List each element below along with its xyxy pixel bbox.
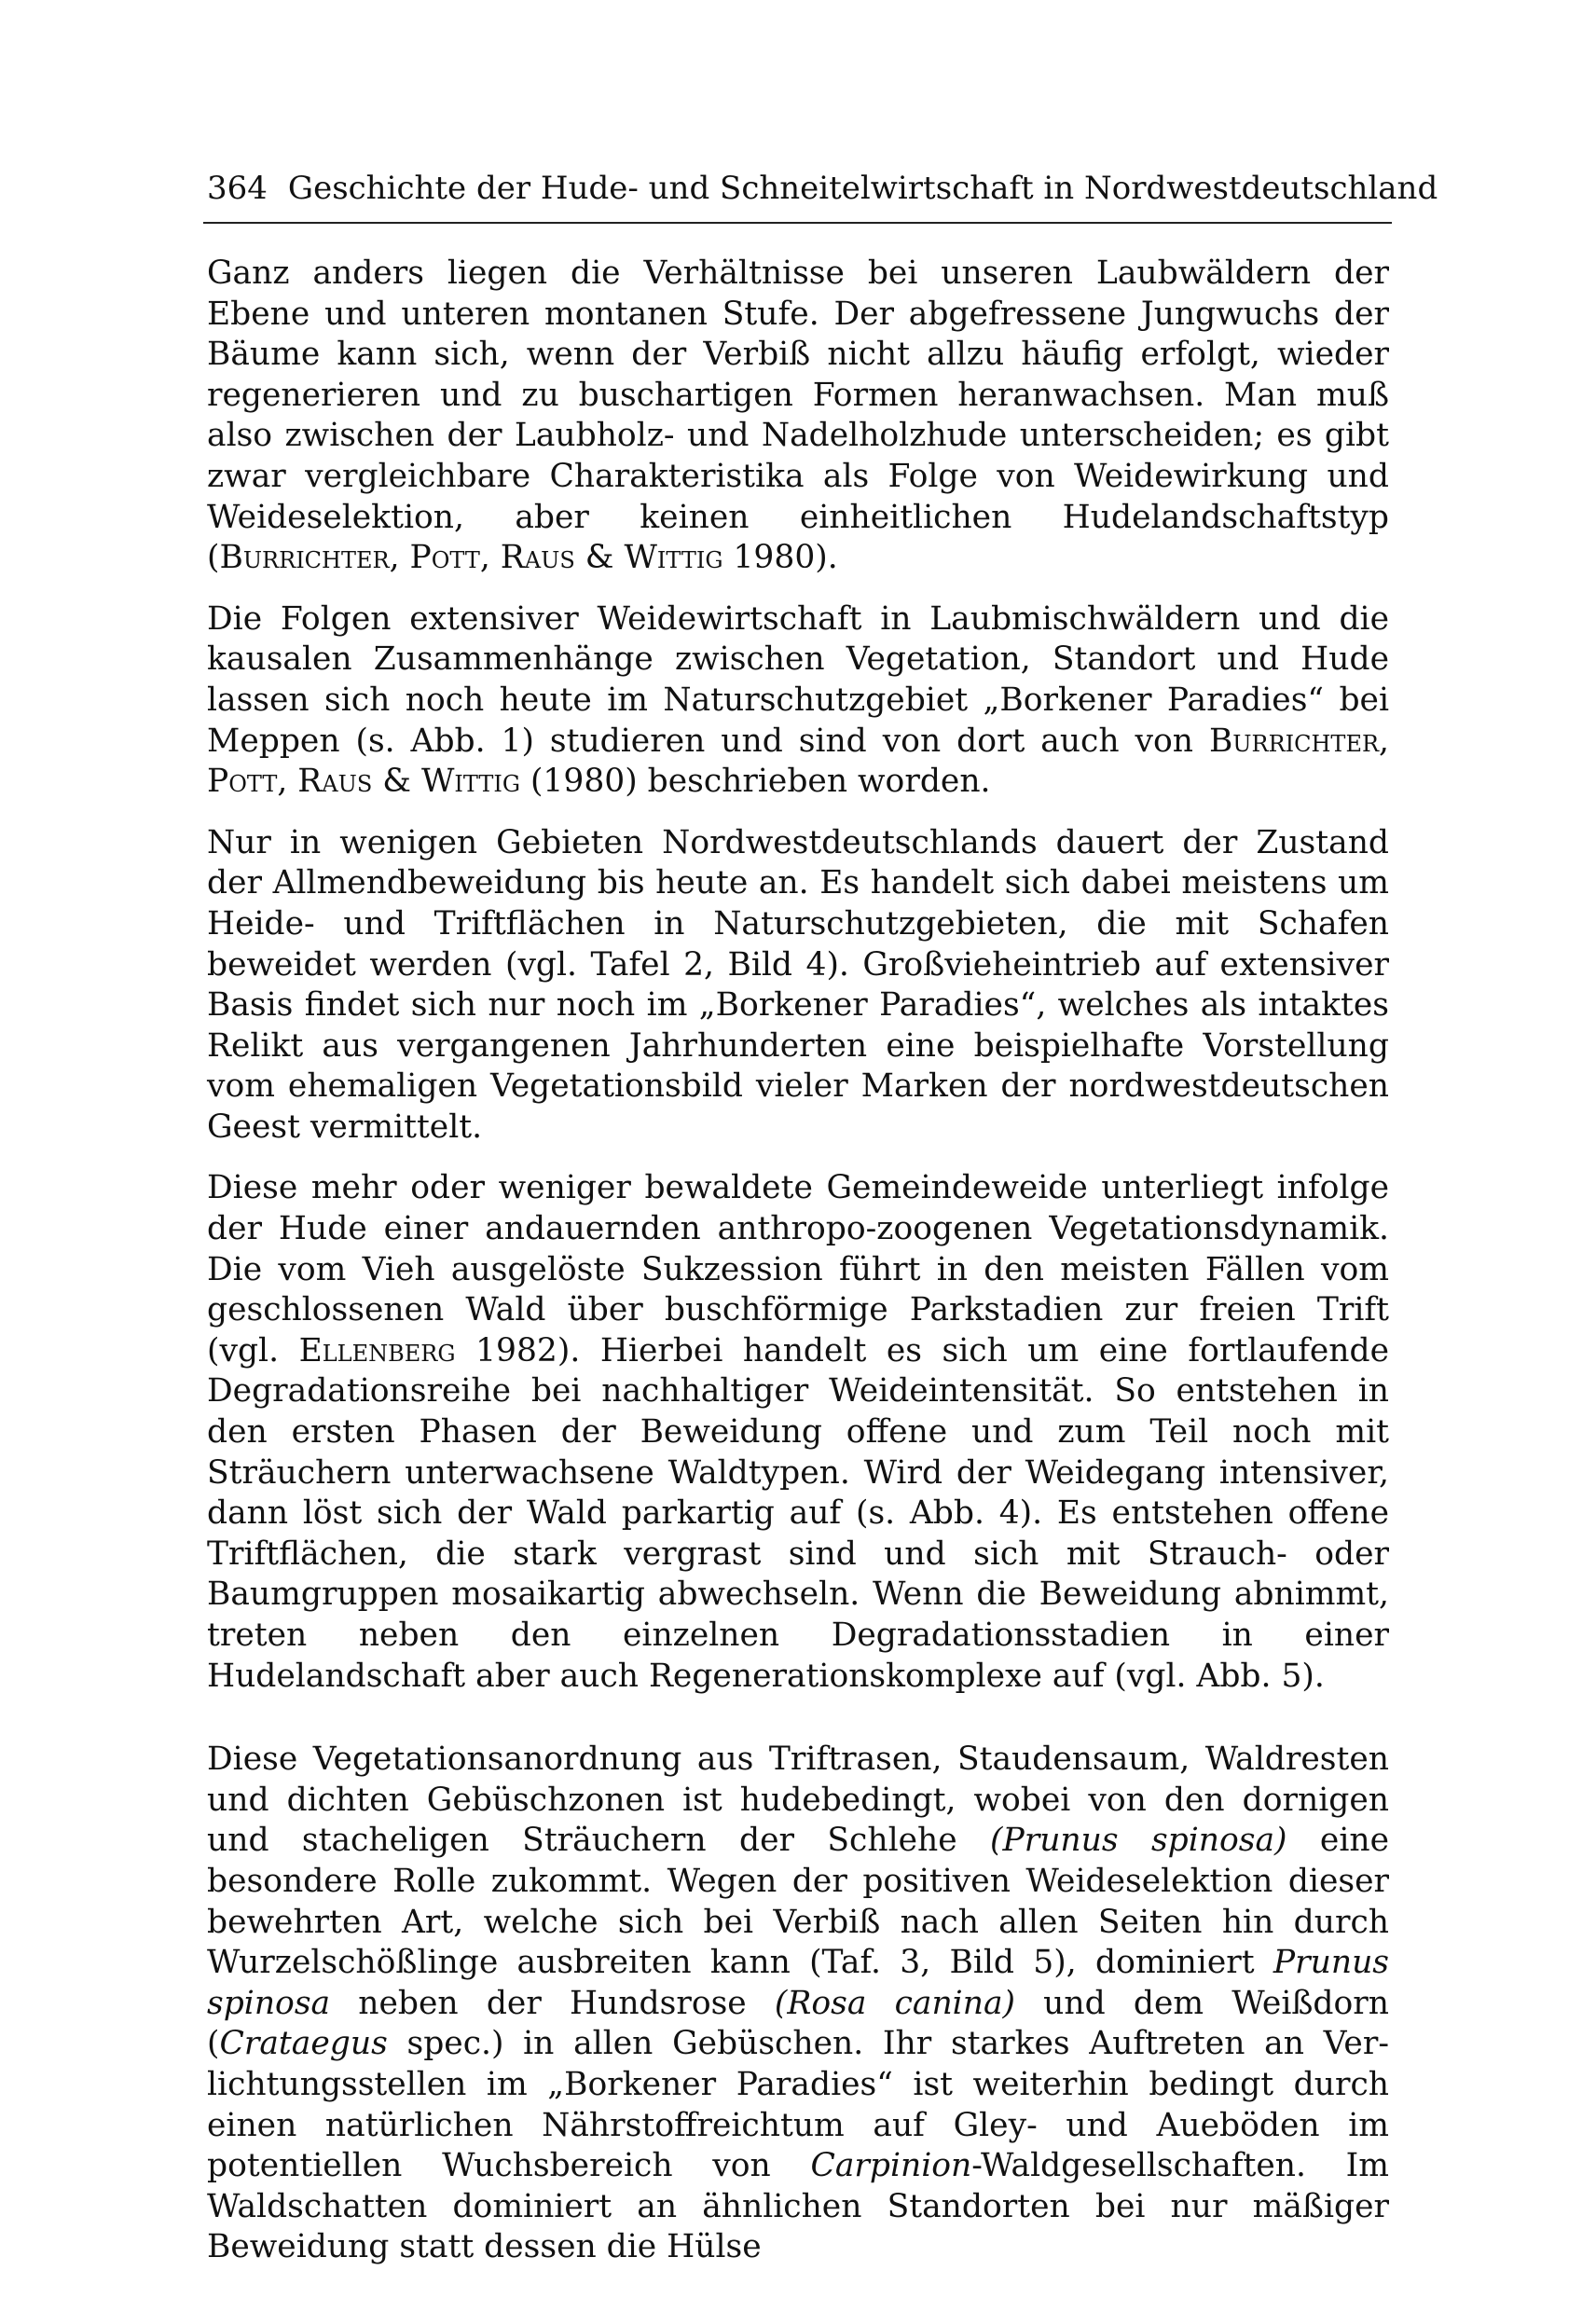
species-name: (Rosa canina) xyxy=(774,1984,1015,2022)
paragraph-5: Diese Vegetationsanordnung aus Triftrasen, Staudensaum, Waldresten und dichten Gebüschzonen ist hudebedingt, wobei von den dornigen und stacheligen Sträuchern der Schlehe (Prunus spinosa) eine besondere Rolle zukommt. Wegen der positiven Weideselektion dieser bewehrten Art, welche sich bei Verbiß nach allen Seiten hin durch Wurzelschößlinge ausbreiten kann (Taf. 3, Bild 5), dominiert Prunus spinosa neben der Hundsrose (Rosa canina) und dem Weißdorn (Crataegus spec.) in allen Gebüschen. Ihr starkes Auftreten an Verlichtungsstellen im „Borkener Paradies“ ist weiterhin bedingt durch einen natürlichen Nährstoffreichtum auf Gley- und Aueböden im potentiellen Wuchsbereich von Carpinion-Waldgesellschaften. Im Waldschatten dominiert an ähnlichen Standorten bei nur mäßiger Beweidung statt dessen die Hülse xyxy=(207,1741,1389,2266)
species-name: Prunus spinosa xyxy=(207,1944,1389,2022)
species-name: Carpinion xyxy=(810,2147,972,2185)
species-name: (Prunus spinosa) xyxy=(990,1822,1287,1860)
running-header xyxy=(207,168,1438,209)
running-title: Geschichte der Hude- und Schneitelwirtschaft in Nordwestdeutschland xyxy=(287,170,1438,207)
species-name: Crataegus xyxy=(219,2025,388,2063)
page-number: 364 xyxy=(207,170,268,207)
author-citation: Ellenberg xyxy=(298,1331,456,1369)
author-citation: Wittig xyxy=(624,539,723,577)
author-citation: Pott xyxy=(207,763,278,801)
author-citation: Wittig xyxy=(420,763,520,801)
paragraph-4: Diese mehr oder weniger bewaldete Gemeindeweide unterliegt infolge der Hude einer andauernden anthropo-zoogenen Vegetationsdynamik. Die vom Vieh ausgelöste Sukzession führt in den meisten Fällen vom geschlossenen Wald über buschförmige Parkstadien zur freien Trift (vgl. Ellenberg 1982). Hierbei handelt es sich um eine fortlaufende Degradationsreihe bei nachhaltiger Weideintensität. So entstehen in den ersten Phasen der Beweidung offene und zum Teil noch mit Sträuchern unterwachsene Waldtypen. Wird der Weidegang intensiver, dann löst sich der Wald parkartig auf (s. Abb. 4). Es entstehen offene Triftflächen, die stark vergrast sind und sich mit Strauch- oder Baumgruppen mosaikartig abwechseln. Wenn die Beweidung abnimmt, treten neben den einzelnen Degradationsstadien in einer Hudelandschaft aber auch Regenerationskomplexe auf (vgl. Abb. 5). xyxy=(207,1169,1389,1695)
author-citation: Burrichter xyxy=(219,539,390,577)
body-text xyxy=(207,254,1389,2289)
paragraph-2: Die Folgen extensiver Weidewirtschaft in Laubmischwäldern und die kausalen Zusammenhänge zwischen Vegetation, Standort und Hude lassen sich noch heute im Naturschutzgebiet „Borkener Paradies“ bei Meppen (s. Abb. 1) studieren und sind von dort auch von Burrichter, Pott, Raus & Wittig (1980) beschrieben worden. xyxy=(207,599,1389,801)
author-citation: Raus xyxy=(297,763,373,801)
paragraph-3: Nur in wenigen Gebieten Nordwestdeutschlands dauert der Zustand der Allmendbeweidung bis heute an. Es handelt sich dabei meistens um Heide- und Triftflächen in Naturschutzgebieten, die mit Schafen beweidet werden (vgl. Tafel 2, Bild 4). Großvieheintrieb auf extensiver Basis findet sich nur noch im „Borkener Paradies“, welches als intaktes Relikt aus vergangenen Jahrhunderten eine beispielhafte Vorstellung vom ehemaligen Vegetationsbild vieler Marken der nordwestdeutschen Geest vermittelt. xyxy=(207,823,1389,1146)
author-citation: Burrichter xyxy=(1208,722,1380,760)
header-rule xyxy=(203,222,1392,224)
paragraph-1: Ganz anders liegen die Verhältnisse bei unseren Laubwäldern der Ebene und unteren montanen Stufe. Der abgefressene Jungwuchs der Bäume kann sich, wenn der Verbiß nicht allzu häufig erfolgt, wieder regenerieren und zu buschartigen Formen heranwachsen. Man muß also zwischen der Laubholz- und Nadelholzhude unterscheiden; es gibt zwar vergleichbare Charakteristika als Folge von Weidewirkung und Weideselektion, aber keinen einheitlichen Hudelandschaftstyp (Burrichter, Pott, Raus & Wittig 1980). xyxy=(207,255,1389,577)
author-citation: Raus xyxy=(500,539,575,577)
author-citation: Pott xyxy=(409,539,480,577)
